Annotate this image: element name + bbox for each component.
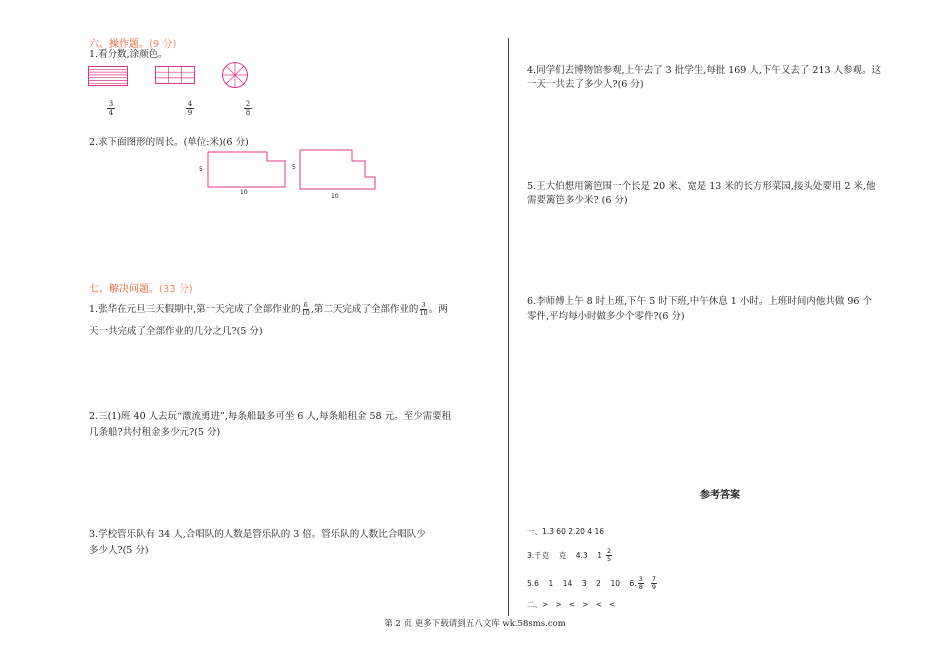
- answer-line-3: 5.6 1 14 3 2 10 6. $\frac{3}{8}$ $\frac{7}{9}$: [527, 575, 656, 591]
- question-7-1-line2: 天一共完成了全部作业的几分之几?(5 分): [89, 326, 263, 337]
- striped-rectangle-figure: [88, 66, 128, 86]
- fraction-six-tenths: $\frac{6}{10}$: [301, 301, 310, 317]
- fraction-label-2: 4 9: [187, 100, 193, 117]
- shape2-bottom-label: 10: [331, 193, 339, 200]
- fraction-three-tenths: $\frac{3}{10}$: [419, 301, 428, 317]
- question-7-6-line2: 零件,平均每小时做多少个零件?(6 分): [527, 311, 685, 322]
- column-divider: [508, 38, 509, 616]
- answer-fraction-3-8: $\frac{3}{8}$: [638, 575, 643, 591]
- question-7-2-line2: 几条船?共付租金多少元?(5 分): [89, 427, 221, 438]
- answer-line-4: 二、> > < > < <: [527, 600, 616, 609]
- question-7-3-line2: 多少人?(5 分): [89, 545, 149, 556]
- question-6-1: 1.看分数,涂颜色。: [89, 49, 168, 60]
- question-7-4-line1: 4.同学们去博物馆参观,上午去了 3 批学生,每批 169 人,下午又去了 213 人参观。这: [527, 65, 882, 76]
- stepped-shape-2: [298, 149, 378, 191]
- question-7-4-line2: 一天一共去了多少人?(6 分): [527, 79, 644, 90]
- shape2-side-label: 5: [292, 164, 296, 171]
- divided-circle-figure: [221, 61, 249, 89]
- question-6-2: 2.求下面图形的周长。(单位:米)(6 分): [89, 137, 249, 148]
- grid-rectangle-figure: [155, 66, 195, 84]
- shape1-side-label: 5: [199, 166, 203, 173]
- question-7-3-line1: 3.学校管乐队有 34 人,合唱队的人数是管乐队的 3 倍。管乐队的人数比合唱队少: [89, 529, 426, 540]
- answer-fraction-2-5: $\frac{2}{5}$: [606, 547, 612, 563]
- section-seven-heading: 七、解决问题。(33 分): [89, 284, 193, 295]
- section-six-heading: 六、操作题。(9 分): [89, 39, 177, 50]
- question-7-2-line1: 2.三(1)班 40 人去玩“激流勇进”,每条船最多可坐 6 人,每条船租金 58 元。至少需要租: [89, 411, 452, 422]
- fraction-label-1: 3 4: [108, 100, 114, 117]
- answer-line-2: 3.千克 克 4.3 1 $\frac{2}{5}$: [527, 547, 612, 563]
- stepped-shape-1: [205, 151, 287, 189]
- question-7-5-line2: 需要篱笆多少米? (6 分): [527, 195, 628, 206]
- answers-title: 参考答案: [700, 490, 740, 501]
- question-7-1-line1: 1.张华在元旦三天假期中,第一天完成了全部作业的 $\frac{6}{10}$ ,第二天完成了全部作业的 $\frac{3}{10}$ 。两: [89, 301, 448, 317]
- answer-fraction-7-9: $\frac{7}{9}$: [651, 575, 656, 591]
- answer-line-1: 一、1.3 60 2.20 4 16: [527, 527, 605, 536]
- question-7-6-line1: 6.李师傅上午 8 时上班,下午 5 时下班,中午休息 1 小时。上班时间内他共做 96 个: [527, 296, 872, 307]
- fraction-label-3: 2 8: [245, 100, 251, 117]
- question-7-5-line1: 5.王大伯想用篱笆围一个长是 20 米、宽是 13 米的长方形菜园,接头处要用 2 米,他: [527, 181, 876, 192]
- shape1-bottom-label: 10: [240, 189, 248, 196]
- page-footer: 第 2 页 更多下载请到五八文库 wk.58sms.com: [384, 619, 566, 629]
